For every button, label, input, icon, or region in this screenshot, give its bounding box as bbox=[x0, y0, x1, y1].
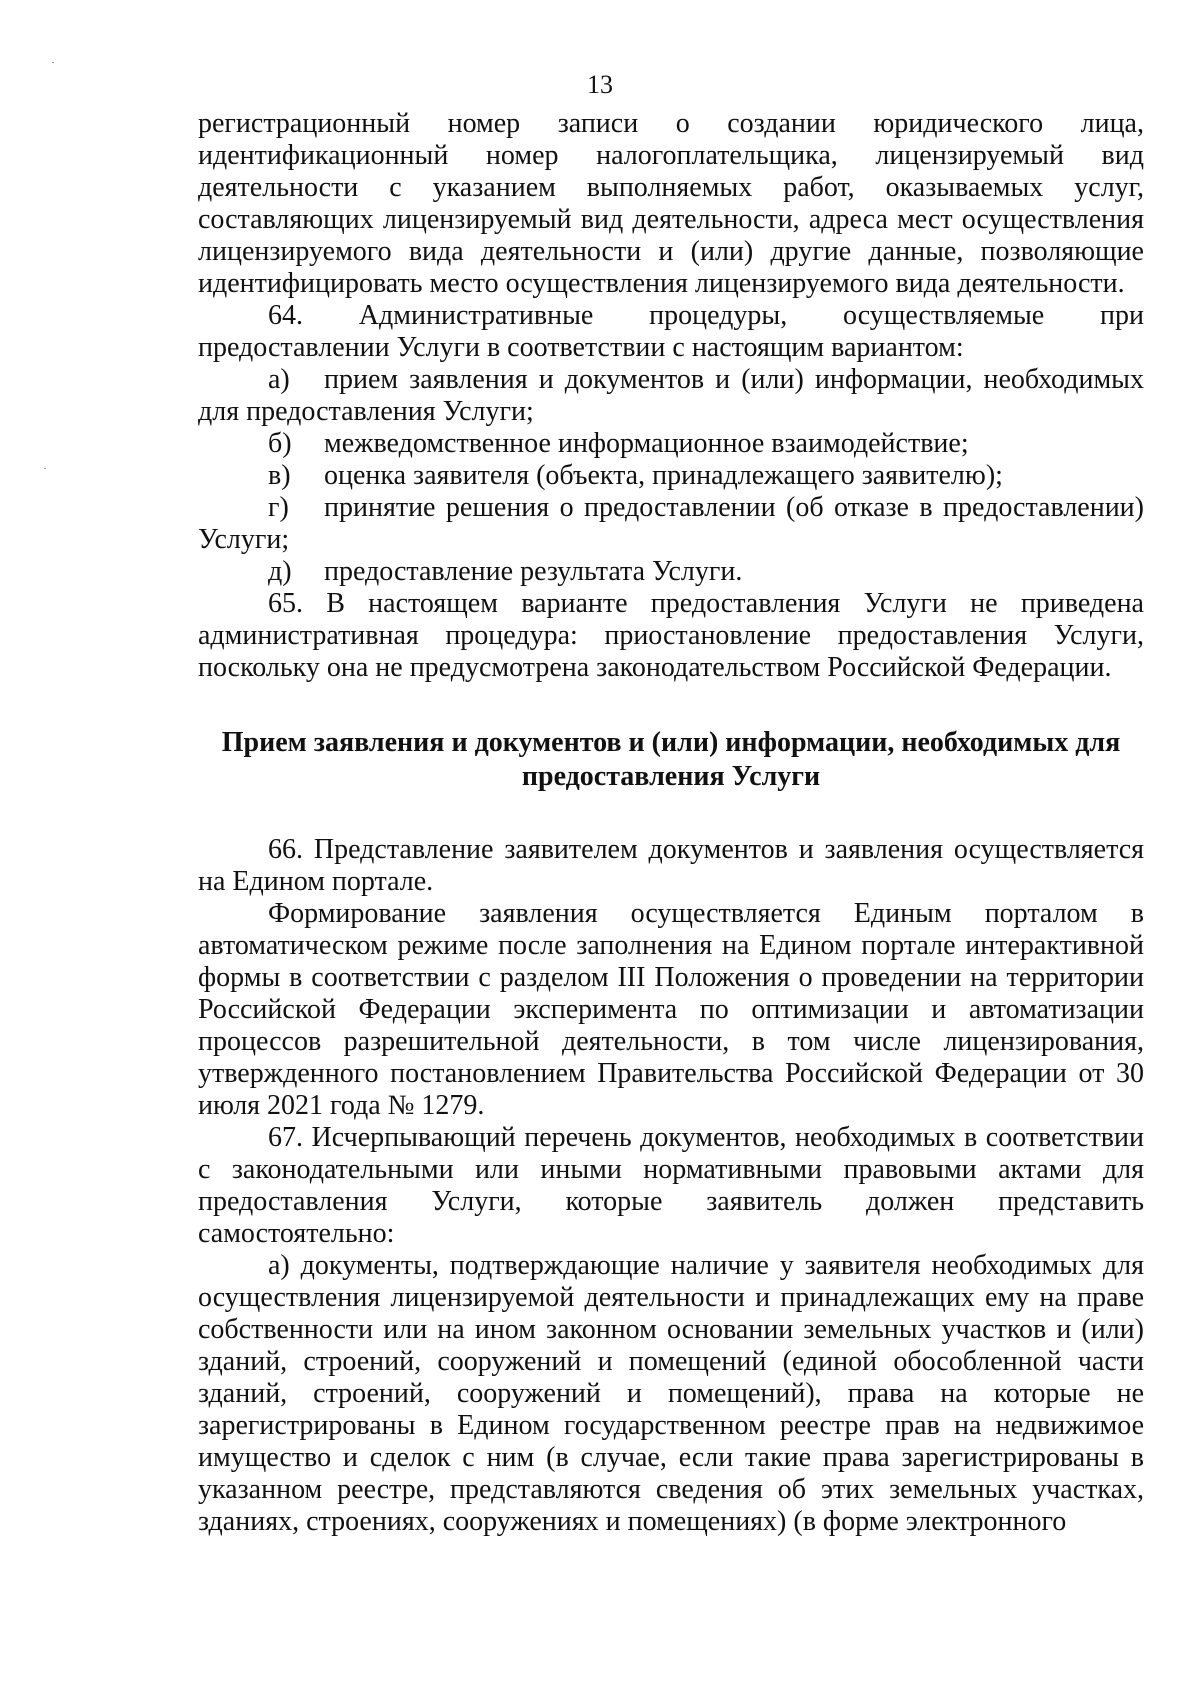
list-item-letter: б) bbox=[268, 428, 292, 459]
document-body bbox=[198, 108, 1144, 1538]
list-item-letter: а) bbox=[268, 364, 290, 395]
scan-speck bbox=[52, 62, 54, 63]
list-item-letter: д) bbox=[268, 556, 292, 587]
list-item-text: межведомственное информационное взаимодействие; bbox=[324, 428, 969, 459]
scan-speck bbox=[44, 468, 46, 469]
list-item-text: принятие решения о предоставлении (об отказе в предоставлении) Услуги; bbox=[198, 492, 1144, 555]
section-heading: Прием заявления и документов и (или) информации, необходимых для предоставления Услуги bbox=[221, 727, 1121, 792]
list-item-letter: г) bbox=[268, 492, 289, 523]
list-item-text: прием заявления и документов и (или) информации, необходимых для предоставления Услуги; bbox=[198, 364, 1144, 427]
paragraph-67: 67. Исчерпывающий перечень документов, необходимых в соответствии с законодательными или иными нормативными правовыми актами для предоставления Услуги, которые заявитель должен представить самостоятельно: bbox=[198, 1122, 1144, 1249]
list-item-letter: в) bbox=[268, 460, 291, 491]
list-item-text: оценка заявителя (объекта, принадлежащего заявителю); bbox=[324, 460, 1003, 491]
paragraph-66: 66. Представление заявителем документов и заявления осуществляется на Едином портале. bbox=[198, 834, 1144, 897]
paragraph-64: 64. Административные процедуры, осуществляемые при предоставлении Услуги в соответствии с настоящим вариантом: bbox=[198, 300, 1144, 363]
paragraph-65: 65. В настоящем варианте предоставления Услуги не приведена административная процедура: приостановление предоставления Услуги, поскольку она не предусмотрена законодательством Российской Федерации. bbox=[198, 588, 1144, 683]
list-item bbox=[198, 492, 1144, 556]
list-item bbox=[198, 428, 1144, 460]
paragraph-67-a: а) документы, подтверждающие наличие у заявителя необходимых для осуществления лицензируемой деятельности и принадлежащих ему на праве собственности или на ином законном основании земельных участков и (или) зданий, строений, сооружений и помещений (единой обособленной части зданий, строений, сооружений и помещений), права на которые не зарегистрированы в Едином государственном реестре прав на недвижимое имущество и сделок с ним (в случае, если такие права зарегистрированы в указанном реестре, представляются сведения об этих земельных участках, зданиях, строениях, сооружениях и помещениях) (в форме электронного bbox=[198, 1250, 1144, 1537]
list-item bbox=[198, 556, 1144, 588]
page-number: 13 bbox=[587, 70, 613, 99]
paragraph-form-generation: Формирование заявления осуществляется Единым порталом в автоматическом режиме после заполнения на Едином портале интерактивной формы в соответствии с разделом III Положения о проведении на территории Российской Федерации эксперимента по оптимизации и автоматизации процессов разрешительной деятельности, в том числе лицензирования, утвержденного постановлением Правительства Российской Федерации от 30 июля 2021 года № 1279. bbox=[198, 898, 1144, 1121]
list-item bbox=[198, 364, 1144, 428]
list-item bbox=[198, 460, 1144, 492]
list-item-text: предоставление результата Услуги. bbox=[324, 556, 743, 587]
paragraph-continuation: регистрационный номер записи о создании юридического лица, идентификационный номер налогоплательщика, лицензируемый вид деятельности с указанием выполняемых работ, оказываемых услуг, составляющих лицензируемый вид деятельности, адреса мест осуществления лицензируемого вида деятельности и (или) другие данные, позволяющие идентифицировать место осуществления лицензируемого вида деятельности. bbox=[198, 108, 1144, 299]
